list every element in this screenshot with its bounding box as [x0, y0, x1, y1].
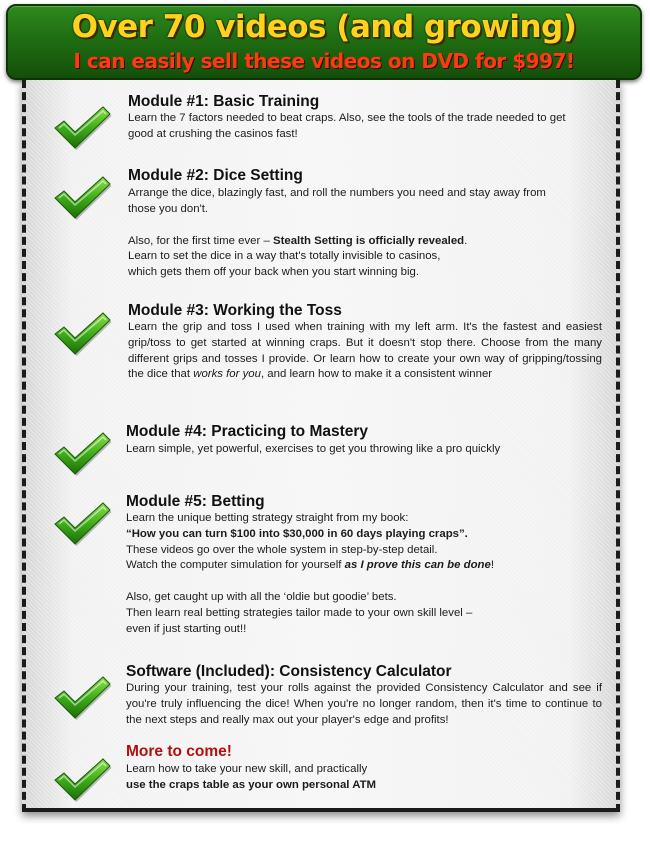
- stealth-setting-highlight: Stealth Setting is officially revealed: [272, 234, 465, 247]
- module-title: More to come!: [126, 743, 232, 760]
- checkmark-icon: [52, 756, 112, 802]
- module-title: Module #1: Basic Training: [128, 93, 320, 110]
- module-title: Module #5: Betting: [126, 493, 265, 510]
- banner-subtitle: I can easily sell these videos on DVD for $997!: [73, 49, 575, 73]
- module-title: Module #2: Dice Setting: [128, 167, 303, 184]
- checkmark-icon: [52, 430, 112, 476]
- module-description: During your training, test your rolls against the provided Consistency Calculator and see if you're truly influencing the dice! When you're no longer random, then it's time to continue to the next steps and really max out your player's edge and profits!: [126, 682, 602, 726]
- checkmark-icon: [52, 674, 112, 720]
- checkmark-icon: [52, 174, 112, 220]
- checkmark-icon: [52, 104, 112, 150]
- module-title: Module #4: Practicing to Mastery: [126, 423, 369, 440]
- module-description: Arrange the dice, blazingly fast, and roll the numbers you need and stay away from those you don't. Also, for the first time ever – Stealth Setting is officially revealed. Learn to set the dice in a way that's totally invisible to casinos, which gets them off your back when you start winning big.: [128, 187, 546, 279]
- banner-title: Over 70 videos (and growing): [71, 9, 577, 45]
- module-description: Learn how to take your new skill, and practically use the craps table as your own personal ATM: [126, 763, 377, 791]
- book-title: “How you can turn $100 into $30,000 in 60 days playing craps”.: [126, 527, 468, 540]
- module-description: Learn the grip and toss I used when training with my left arm. It's the fastest and easiest grip/toss to get started at winning craps. But it doesn't stop there. Choose from the many different grips and tosses I provide. Or learn how to create your own way of gripping/tossing the dice that works for you, and learn how to make it a consistent winner: [128, 321, 602, 381]
- module-description: Learn the 7 factors needed to beat craps. Also, see the tools of the trade needed to get good at crushing the casinos fast!: [128, 112, 566, 140]
- header-banner: [6, 4, 642, 80]
- module-description: Learn simple, yet powerful, exercises to get you throwing like a pro quickly: [126, 443, 501, 455]
- module-title: Module #3: Working the Toss: [128, 302, 342, 319]
- module-description: Learn the unique betting strategy straight from my book: “How you can turn $100 into $30,000 in 60 days playing craps”. These videos go over the whole system in step-by-step detail. Watch the computer simulation for yourself as I prove this can be done! Also, get caught up with all the ‘oldie but goodie’ bets. Then learn real betting strategies tailor made to your own skill level – even if just starting out!!: [126, 512, 495, 635]
- checkmark-icon: [52, 500, 112, 546]
- modules-panel: [22, 80, 620, 812]
- checkmark-icon: [52, 310, 112, 356]
- module-title: Software (Included): Consistency Calculator: [126, 663, 452, 680]
